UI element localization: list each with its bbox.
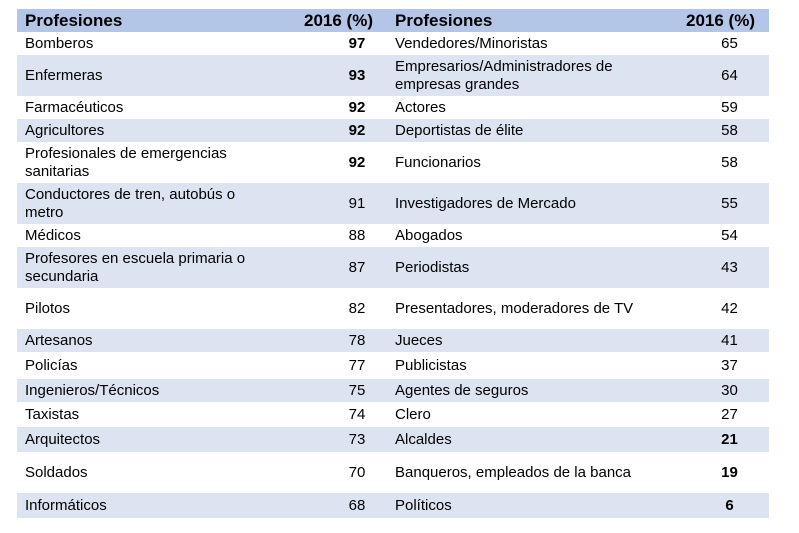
profession-left: Enfermeras (17, 55, 265, 96)
header-professions-right: Profesiones (387, 9, 635, 32)
profession-right: Banqueros, empleados de la banca (387, 452, 635, 493)
percent-right: 55 (635, 183, 769, 224)
percent-left: 78 (265, 329, 387, 352)
percent-right: 42 (635, 288, 769, 329)
profession-left: Bomberos (17, 32, 265, 55)
professions-table (17, 9, 769, 518)
percent-left: 92 (265, 119, 387, 142)
percent-left: 73 (265, 427, 387, 452)
table-row (17, 224, 769, 247)
profession-left: Pilotos (17, 288, 265, 329)
percent-left: 91 (265, 183, 387, 224)
percent-left: 88 (265, 224, 387, 247)
profession-left: Informáticos (17, 493, 265, 518)
header-row (17, 9, 769, 32)
profession-right: Clero (387, 402, 635, 427)
percent-right: 21 (635, 427, 769, 452)
table-row (17, 55, 769, 96)
header-percent-left: 2016 (%) (265, 9, 387, 32)
profession-right: Periodistas (387, 247, 635, 288)
percent-right: 64 (635, 55, 769, 96)
profession-left: Ingenieros/Técnicos (17, 379, 265, 402)
table-row (17, 32, 769, 55)
percent-left: 82 (265, 288, 387, 329)
profession-left: Médicos (17, 224, 265, 247)
percent-left: 74 (265, 402, 387, 427)
percent-right: 6 (635, 493, 769, 518)
profession-right: Funcionarios (387, 142, 635, 183)
percent-left: 92 (265, 142, 387, 183)
percent-left: 87 (265, 247, 387, 288)
profession-right: Investigadores de Mercado (387, 183, 635, 224)
table-row (17, 352, 769, 379)
profession-right: Alcaldes (387, 427, 635, 452)
percent-right: 27 (635, 402, 769, 427)
percent-left: 92 (265, 96, 387, 119)
profession-right: Políticos (387, 493, 635, 518)
profession-left: Policías (17, 352, 265, 379)
percent-left: 68 (265, 493, 387, 518)
percent-right: 58 (635, 119, 769, 142)
profession-left: Profesionales de emergencias sanitarias (17, 142, 265, 183)
profession-right: Jueces (387, 329, 635, 352)
table-body (17, 32, 769, 518)
table-row (17, 427, 769, 452)
profession-right: Deportistas de élite (387, 119, 635, 142)
percent-right: 43 (635, 247, 769, 288)
percent-left: 77 (265, 352, 387, 379)
table-row (17, 379, 769, 402)
table-row (17, 402, 769, 427)
percent-right: 41 (635, 329, 769, 352)
profession-right: Empresarios/Administradores de empresas grandes (387, 55, 635, 96)
header-professions-left: Profesiones (17, 9, 265, 32)
profession-left: Farmacéuticos (17, 96, 265, 119)
percent-right: 65 (635, 32, 769, 55)
percent-right: 58 (635, 142, 769, 183)
profession-left: Soldados (17, 452, 265, 493)
percent-right: 37 (635, 352, 769, 379)
table-row (17, 96, 769, 119)
profession-right: Actores (387, 96, 635, 119)
table-row (17, 142, 769, 183)
profession-left: Arquitectos (17, 427, 265, 452)
profession-right: Abogados (387, 224, 635, 247)
table-row (17, 493, 769, 518)
table-row (17, 183, 769, 224)
header-percent-right: 2016 (%) (635, 9, 769, 32)
profession-left: Profesores en escuela primaria o secundaria (17, 247, 265, 288)
percent-right: 59 (635, 96, 769, 119)
profession-right: Presentadores, moderadores de TV (387, 288, 635, 329)
profession-right: Agentes de seguros (387, 379, 635, 402)
profession-left: Conductores de tren, autobús o metro (17, 183, 265, 224)
percent-right: 30 (635, 379, 769, 402)
percent-right: 19 (635, 452, 769, 493)
table-row (17, 119, 769, 142)
professions-table-container (17, 9, 769, 518)
table-row (17, 329, 769, 352)
profession-left: Artesanos (17, 329, 265, 352)
profession-right: Vendedores/Minoristas (387, 32, 635, 55)
percent-left: 97 (265, 32, 387, 55)
profession-left: Agricultores (17, 119, 265, 142)
table-row (17, 247, 769, 288)
profession-left: Taxistas (17, 402, 265, 427)
percent-left: 70 (265, 452, 387, 493)
percent-left: 93 (265, 55, 387, 96)
profession-right: Publicistas (387, 352, 635, 379)
table-row (17, 452, 769, 493)
percent-left: 75 (265, 379, 387, 402)
percent-right: 54 (635, 224, 769, 247)
table-row (17, 288, 769, 329)
